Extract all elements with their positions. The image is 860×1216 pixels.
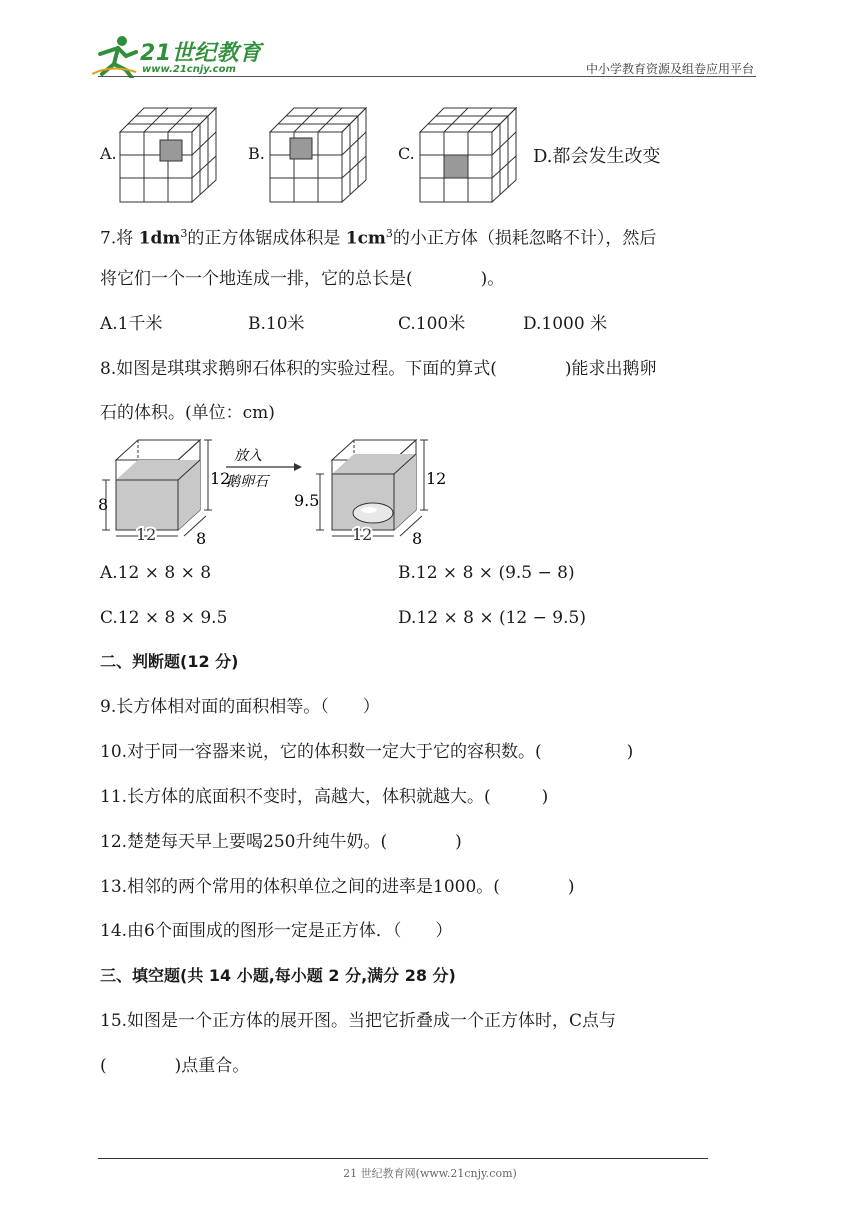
q7-option-b: B.10米 — [248, 314, 305, 334]
arrow-label-bottom: 鹅卵石 — [226, 474, 268, 490]
q8-line-1: 8.如图是琪琪求鹅卵石体积的实验过程。下面的算式( )能求出鹅卵 — [100, 359, 657, 379]
q8-option-d: D.12 × 8 × (12 − 9.5) — [398, 608, 586, 628]
q6-options — [100, 104, 760, 204]
water-label-after: 9.5 — [294, 491, 320, 510]
arrow-head-icon — [294, 463, 302, 471]
q6-option-c-label: C. — [398, 144, 415, 163]
q15-line-2: ( )点重合。 — [100, 1056, 250, 1076]
depth-label-after: 8 — [412, 529, 423, 546]
height-label-before: 12 — [210, 469, 231, 488]
q7-option-a: A.1千米 — [100, 314, 163, 334]
q6-cube-c-figure — [418, 104, 518, 204]
q12: 12.楚楚每天早上要喝250升纯牛奶。( ) — [100, 832, 462, 852]
section-3-title: 三、填空题(共 14 小题,每小题 2 分,满分 28 分) — [100, 966, 456, 985]
pebble-icon — [353, 503, 393, 523]
brand-name: 21世纪教育 — [140, 41, 262, 66]
container-before — [116, 440, 200, 530]
q9: 9.长方体相对面的面积相等。（ ） — [100, 697, 380, 717]
pebble-highlight — [361, 507, 377, 513]
q6-option-a-label: A. — [100, 144, 117, 163]
q8-option-c: C.12 × 8 × 9.5 — [100, 608, 228, 628]
site-logo — [92, 34, 262, 82]
q10: 10.对于同一容器来说，它的体积数一定大于它的容积数。( ) — [100, 742, 634, 762]
width-label-after: 12 — [352, 525, 373, 544]
q8-line-2: 石的体积。(单位：cm) — [100, 403, 275, 423]
width-label-before: 12 — [136, 525, 157, 544]
q7-option-c: C.100米 — [398, 314, 466, 334]
q15-line-1: 15.如图是一个正方体的展开图。当把它折叠成一个正方体时，C点与 — [100, 1011, 617, 1031]
q7-option-d: D.1000 米 — [523, 314, 608, 334]
brand-url: www.21cnjy.com — [142, 64, 236, 75]
height-label-after: 12 — [426, 469, 447, 488]
q6-cube-b-figure — [268, 104, 368, 204]
footer-divider — [98, 1158, 708, 1159]
q11: 11.长方体的底面积不变时，高越大，体积就越大。( ) — [100, 787, 549, 807]
runner-logo-icon — [92, 34, 138, 78]
platform-name: 中小学教育资源及组卷应用平台 — [585, 62, 754, 76]
header-divider — [98, 76, 756, 77]
water-label-before: 8 — [98, 495, 109, 514]
arrow-label-top: 放入 — [234, 448, 262, 464]
q14: 14.由6个面围成的图形一定是正方体．（ ） — [100, 921, 453, 941]
q13: 13.相邻的两个常用的体积单位之间的进率是1000。( ) — [100, 877, 575, 897]
section-2-title: 二、判断题(12 分) — [100, 652, 239, 671]
q6-cube-a-figure — [118, 104, 218, 204]
footer-text: 21 世纪教育网(www.21cnjy.com) — [343, 1167, 517, 1180]
depth-label-before: 8 — [196, 529, 207, 546]
q8-option-b: B.12 × 8 × (9.5 − 8) — [398, 563, 575, 583]
q7-line-2: 将它们一个一个地连成一排，它的总长是( )。 — [100, 269, 505, 289]
q6-option-d: D.都会发生改变 — [533, 146, 661, 167]
q6-option-b-label: B. — [248, 144, 265, 163]
q8-option-a: A.12 × 8 × 8 — [100, 563, 212, 583]
q8-experiment-figure — [98, 436, 458, 546]
q7-line-1: 7.将 $1dm^3$的正方体锯成体积是 $1cm^3$的小正方体（损耗忽略不计），然后 — [100, 227, 657, 249]
